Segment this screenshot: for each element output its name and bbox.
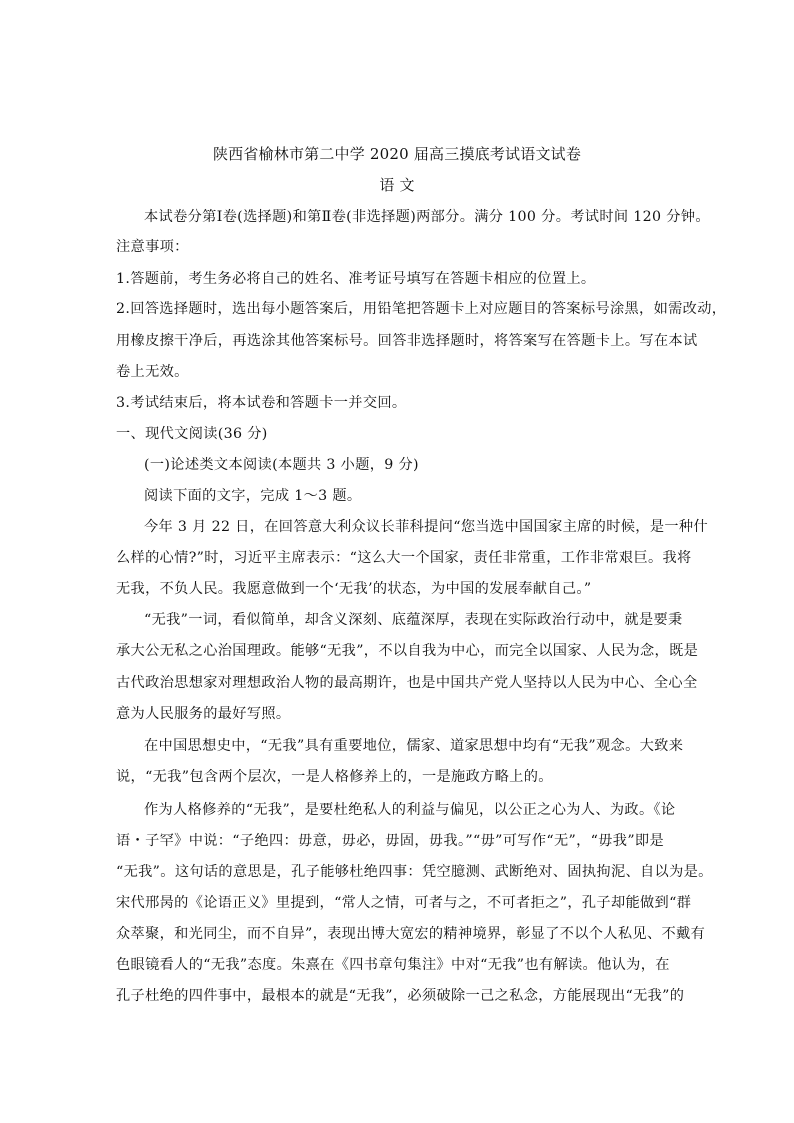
paragraph-line: 说，“无我”包含两个层次，一是人格修养上的，一是施政方略上的。	[116, 769, 553, 785]
paragraph-line: 色眼镜看人的“无我”态度。朱熹在《四书章句集注》中对“无我”也有解读。他认为，在	[116, 957, 670, 973]
notice-item-2: 2.回答选择题时，选出每小题答案后，用铅笔把答题卡上对应题目的答案标号涂黑，如需改动，	[116, 301, 727, 317]
paragraph-line: 古代政治思想家对理想政治人物的最高期许，也是中国共产党人坚持以人民为中心、全心全	[116, 675, 698, 691]
paragraph-line: “无我”一词，看似简单，却含义深刻、底蕴深厚，表现在实际政治行动中，就是要秉	[144, 612, 683, 628]
intro-line: 本试卷分第Ⅰ卷(选择题)和第Ⅱ卷(非选择题)两部分。满分 100 分。考试时间 120 分钟。	[144, 209, 710, 225]
paragraph-line: 众萃聚，和光同尘，而不自异”，表现出博大宽宏的精神境界，彰显了不以个人私见、不戴有	[116, 926, 706, 942]
section-heading: 一、现代文阅读(36 分)	[116, 426, 268, 442]
paragraph-line: 孔子杜绝的四件事中，最根本的就是“无我”，必须破除一己之私念，方能展现出“无我”的	[116, 988, 685, 1004]
exam-title: 陕西省榆林市第二中学 2020 届高三摸底考试语文试卷	[212, 145, 582, 163]
notice-item-2-cont: 卷上无效。	[116, 364, 189, 380]
notice-item-1: 1.答题前，考生务必将自己的姓名、准考证号填写在答题卡相应的位置上。	[116, 271, 596, 287]
paragraph-line: 在中国思想史中，“无我”具有重要地位，儒家、道家思想中均有“无我”观念。大致来	[144, 738, 684, 754]
notice-item-2-cont: 用橡皮擦干净后，再选涂其他答案标号。回答非选择题时，将答案写在答题卡上。写在本试	[116, 333, 698, 349]
paragraph-line: 今年 3 月 22 日，在回答意大利众议长菲科提问“您当选中国国家主席的时候，是一种什	[144, 519, 708, 535]
paragraph-line: 意为人民服务的最好写照。	[116, 706, 291, 722]
paragraph-line: 宋代邢昺的《论语正义》里提到，“常人之情，可者与之，不可者拒之”，孔子却能做到“群	[116, 895, 692, 911]
notice-heading: 注意事项：	[116, 239, 189, 255]
paragraph-line: 作为人格修养的“无我”，是要杜绝私人的利益与偏见，以公正之心为人、为政。《论	[144, 802, 676, 818]
paragraph-line: 承大公无私之心治国理政。能够“无我”，不以自我为中心，而完全以国家、人民为念，既是	[116, 643, 699, 659]
instruction-line: 阅读下面的文字，完成 1～3 题。	[144, 488, 362, 504]
subsection-heading: (一)论述类文本阅读(本题共 3 小题，9 分)	[144, 457, 419, 473]
paragraph-line: 么样的心情?”时，习近平主席表示：“这么大一个国家，责任非常重，工作非常艰巨。我将	[116, 550, 692, 566]
paragraph-line: “无我”。这句话的意思是，孔子能够杜绝四事：凭空臆测、武断绝对、固执拘泥、自以为是。	[116, 864, 713, 880]
notice-item-3: 3.考试结束后，将本试卷和答题卡一并交回。	[116, 395, 407, 411]
paragraph-line: 无我，不负人民。我愿意做到一个‘无我’的状态，为中国的发展奉献自己。”	[116, 581, 592, 597]
paragraph-line: 语・子罕》中说：“子绝四：毋意，毋必，毋固，毋我。”“毋”可写作“无”，“毋我”即是	[116, 833, 665, 849]
subject-heading: 语 文	[379, 176, 415, 194]
